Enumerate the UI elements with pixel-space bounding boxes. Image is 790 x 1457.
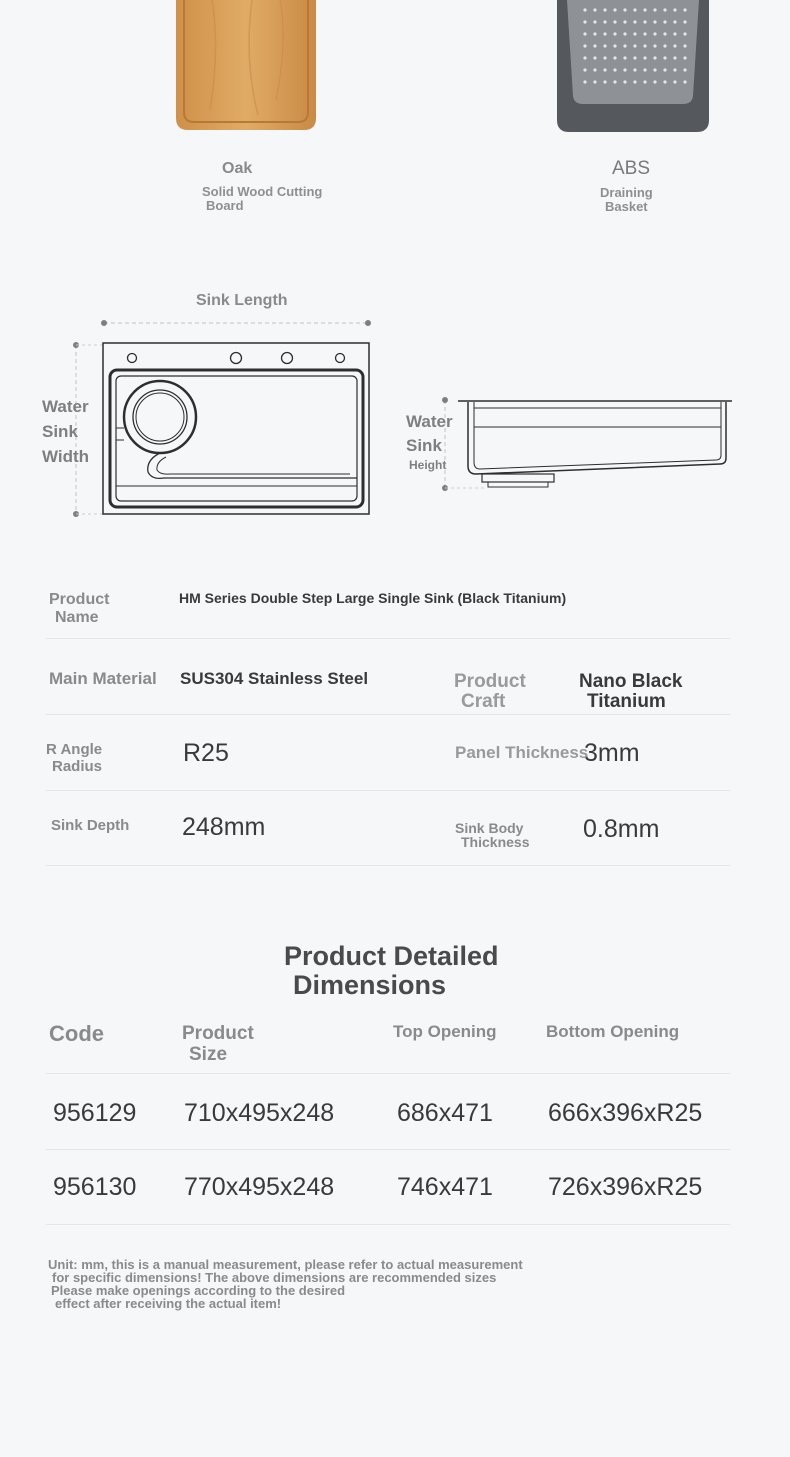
sink-depth-label: Sink Depth	[51, 817, 130, 834]
row-divider	[46, 1149, 730, 1150]
product-name-value: HM Series Double Step Large Single Sink (Black Titanium)	[179, 590, 567, 606]
board-material: Oak	[222, 160, 253, 177]
row-top-opening: 746x471	[397, 1173, 493, 1201]
header-product-size: Product Size	[182, 1023, 254, 1065]
cutting-board-image	[172, 0, 320, 134]
header-top-opening: Top Opening	[393, 1022, 497, 1041]
sink-top-view-drawing	[60, 310, 390, 530]
water-sink-height-label: Water Sink Height	[406, 412, 453, 472]
sink-depth-value: 248mm	[182, 813, 266, 841]
r-angle-value: R25	[183, 739, 229, 767]
main-material-label: Main Material	[49, 669, 157, 688]
product-name-label: Product Name	[49, 591, 110, 626]
row-size: 710x495x248	[184, 1099, 335, 1127]
sink-length-label: Sink Length	[196, 292, 288, 309]
main-material-value: SUS304 Stainless Steel	[180, 669, 369, 688]
sink-body-thickness-label: Sink Body Thickness	[455, 820, 530, 850]
header-code: Code	[49, 1021, 104, 1046]
panel-thickness-value: 3mm	[584, 739, 640, 767]
row-top-opening: 686x471	[397, 1099, 493, 1127]
row-code: 956129	[53, 1099, 137, 1127]
row-size: 770x495x248	[184, 1173, 335, 1201]
r-angle-label: R Angle Radius	[46, 741, 103, 775]
row-bottom-opening: 726x396xR25	[548, 1173, 703, 1201]
product-craft-label: Product Craft	[454, 671, 526, 712]
row-divider	[46, 714, 730, 715]
row-divider	[46, 1073, 730, 1074]
dimensions-title: Product Detailed Dimensions	[284, 941, 499, 1000]
product-craft-value: Nano Black Titanium	[579, 671, 683, 712]
sink-side-view-drawing	[430, 390, 740, 500]
row-code: 956130	[53, 1173, 137, 1201]
row-divider	[46, 790, 730, 791]
draining-basket-image	[555, 0, 711, 134]
board-description: Solid Wood Cutting Board	[202, 184, 323, 213]
panel-thickness-label: Panel Thickness	[455, 743, 589, 762]
basket-material: ABS	[612, 158, 651, 179]
row-divider	[46, 865, 730, 866]
measurement-note: Unit: mm, this is a manual measurement, please refer to actual measurement for specific dimensions! The above dimensions are recommended sizes Please make openings according to the desired effect after receiving the actual item!	[48, 1257, 523, 1311]
row-bottom-opening: 666x396xR25	[548, 1099, 703, 1127]
basket-description: Draining Basket	[600, 185, 653, 214]
sink-body-thickness-value: 0.8mm	[583, 815, 660, 843]
row-divider	[46, 1224, 730, 1225]
water-sink-width-label: Water Sink Width	[42, 397, 90, 466]
row-divider	[46, 638, 730, 639]
header-bottom-opening: Bottom Opening	[546, 1022, 680, 1041]
